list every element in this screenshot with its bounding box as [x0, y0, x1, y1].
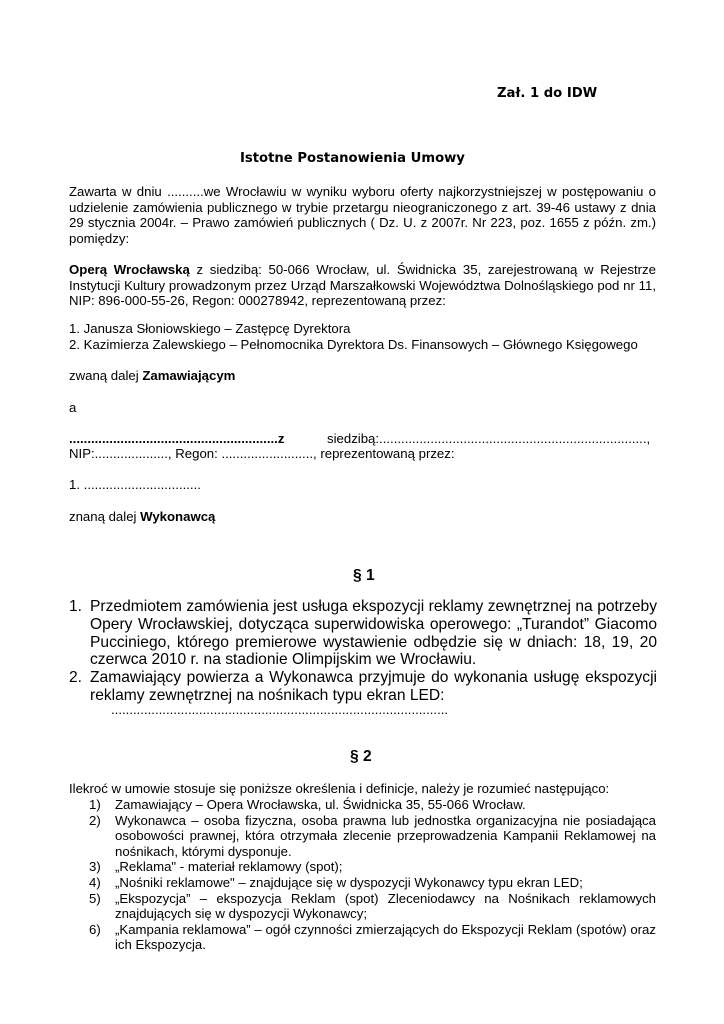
section1-item	[69, 598, 657, 669]
definition-text: „Reklama" - materiał reklamowy (spot);	[115, 859, 343, 875]
section2-heading: § 2	[350, 748, 372, 765]
definition-num: 2)	[89, 812, 101, 828]
section1-item	[69, 669, 657, 705]
party2-seat-dots: siedzibą:.........................................................................,	[327, 431, 651, 446]
party2-name-dots: .........................................................z	[69, 431, 285, 446]
and-word: a	[69, 400, 77, 415]
party2-rep1: 1. ................................	[69, 477, 201, 492]
section2-intro: Ilekroć w umowie stosuje się poniższe określenia i definicje, należy je rozumieć następująco:	[69, 781, 610, 796]
definition-text: Wykonawca – osoba fizyczna, osoba prawna lub jednostka organizacyjna nie posiadająca osobowości prawnej, która otrzymała zlecenie przeprowadzenia Kampanii Reklamowej na nośnikach, którymi dysponuje.	[115, 812, 656, 859]
section1-item-text: Zamawiający powierza a Wykonawca przyjmuje do wykonania usługę ekspozycji reklamy zewnętrznej na nośnikach typu ekran LED:	[90, 669, 657, 704]
section1-list	[69, 598, 657, 705]
document-title: Istotne Postanowienia Umowy	[240, 151, 465, 166]
definition-num: 6)	[89, 921, 101, 937]
definition-item	[89, 813, 656, 860]
intro-paragraph: Zawarta w dniu ..........we Wrocławiu w wyniku wyboru oferty najkorzystniejszej w postępowaniu o udzielenie zamówienia publicznego w trybie przetargu nieograniczonego z art. 39-46 ustawy z dnia 29 stycznia 2004r. – Prawo zamówień publicznych ( Dz. U. z 2007r. Nr 223, poz. 1655 z późn. zm.) pomiędzy:	[69, 184, 656, 246]
definition-num: 1)	[89, 797, 101, 812]
party1-paragraph	[69, 262, 656, 309]
party1-called	[69, 368, 235, 384]
party2-called-prefix: znaną dalej	[69, 509, 141, 524]
party1-called-name: Zamawiającym	[142, 368, 236, 383]
section2-list	[89, 797, 656, 953]
party1-rep2: 2. Kazimierza Zalewskiego – Pełnomocnika Dyrektora Ds. Finansowych – Głównego Księgowego	[69, 337, 638, 352]
definition-text: „Ekspozycja” – ekspozycja Reklam (spot) Zleceniodawcy na Nośnikach reklamowych znajdujących się w dyspozycji Wykonawcy;	[115, 890, 656, 922]
party1-rep1: 1. Janusza Słoniowskiego – Zastępcę Dyrektora	[69, 321, 351, 336]
definition-text: Zamawiający – Opera Wrocławska, ul. Świdnicka 35, 55-066 Wrocław.	[115, 797, 526, 812]
section1-item-num: 2.	[69, 669, 83, 687]
party1-name: Operą Wrocławską	[69, 262, 190, 277]
attachment-label: Zał. 1 do IDW	[497, 86, 598, 101]
definition-text: „Nośniki reklamowe" – znajdujące się w dyspozycji Wykonawcy typu ekran LED;	[115, 874, 583, 890]
definition-num: 3)	[89, 859, 101, 875]
section1-item-num: 1.	[69, 598, 83, 615]
party2-called-name: Wykonawcą	[140, 509, 216, 524]
definition-item	[89, 875, 656, 891]
party1-details: z siedzibą: 50-066 Wrocław, ul. Świdnicka 35, zarejestrowaną w Rejestrze Instytucji Kultury prowadzonym przez Urząd Marszałkowski Województwa Dolnośląskiego pod nr 11, NIP: 896-000-55-26, Regon: 000278942, reprezentowaną przez:	[69, 262, 656, 309]
definition-text: „Kampania reklamowa” – ogół czynności zmierzających do Ekspozycji Reklam (spotów) oraz ich Ekspozycja.	[115, 921, 656, 953]
definition-item	[89, 891, 656, 922]
definition-num: 5)	[89, 890, 101, 906]
definition-item	[89, 797, 656, 813]
section1-heading: § 1	[353, 567, 375, 584]
definition-num: 4)	[89, 874, 101, 890]
section1-item-text: Przedmiotem zamówienia jest usługa ekspozycji reklamy zewnętrznej na potrzeby Opery Wrocławskiej, dotycząca superwidowiska operowego: „Turandot” Giacomo Pucciniego, którego premierowe wystawienie odbędzie się w dniach: 18, 19, 20 czerwca 2010 r. na stadionie Olimpijskim we Wrocławiu.	[90, 598, 657, 669]
definition-item	[89, 922, 656, 953]
definition-item	[89, 859, 656, 875]
party2-nip-line: NIP:...................., Regon: ........................., reprezentowaną przez:	[69, 446, 455, 461]
party1-called-prefix: zwaną dalej	[69, 368, 143, 383]
section1-dots-line: ............................................................................................	[111, 702, 449, 717]
party2-called	[69, 509, 215, 525]
